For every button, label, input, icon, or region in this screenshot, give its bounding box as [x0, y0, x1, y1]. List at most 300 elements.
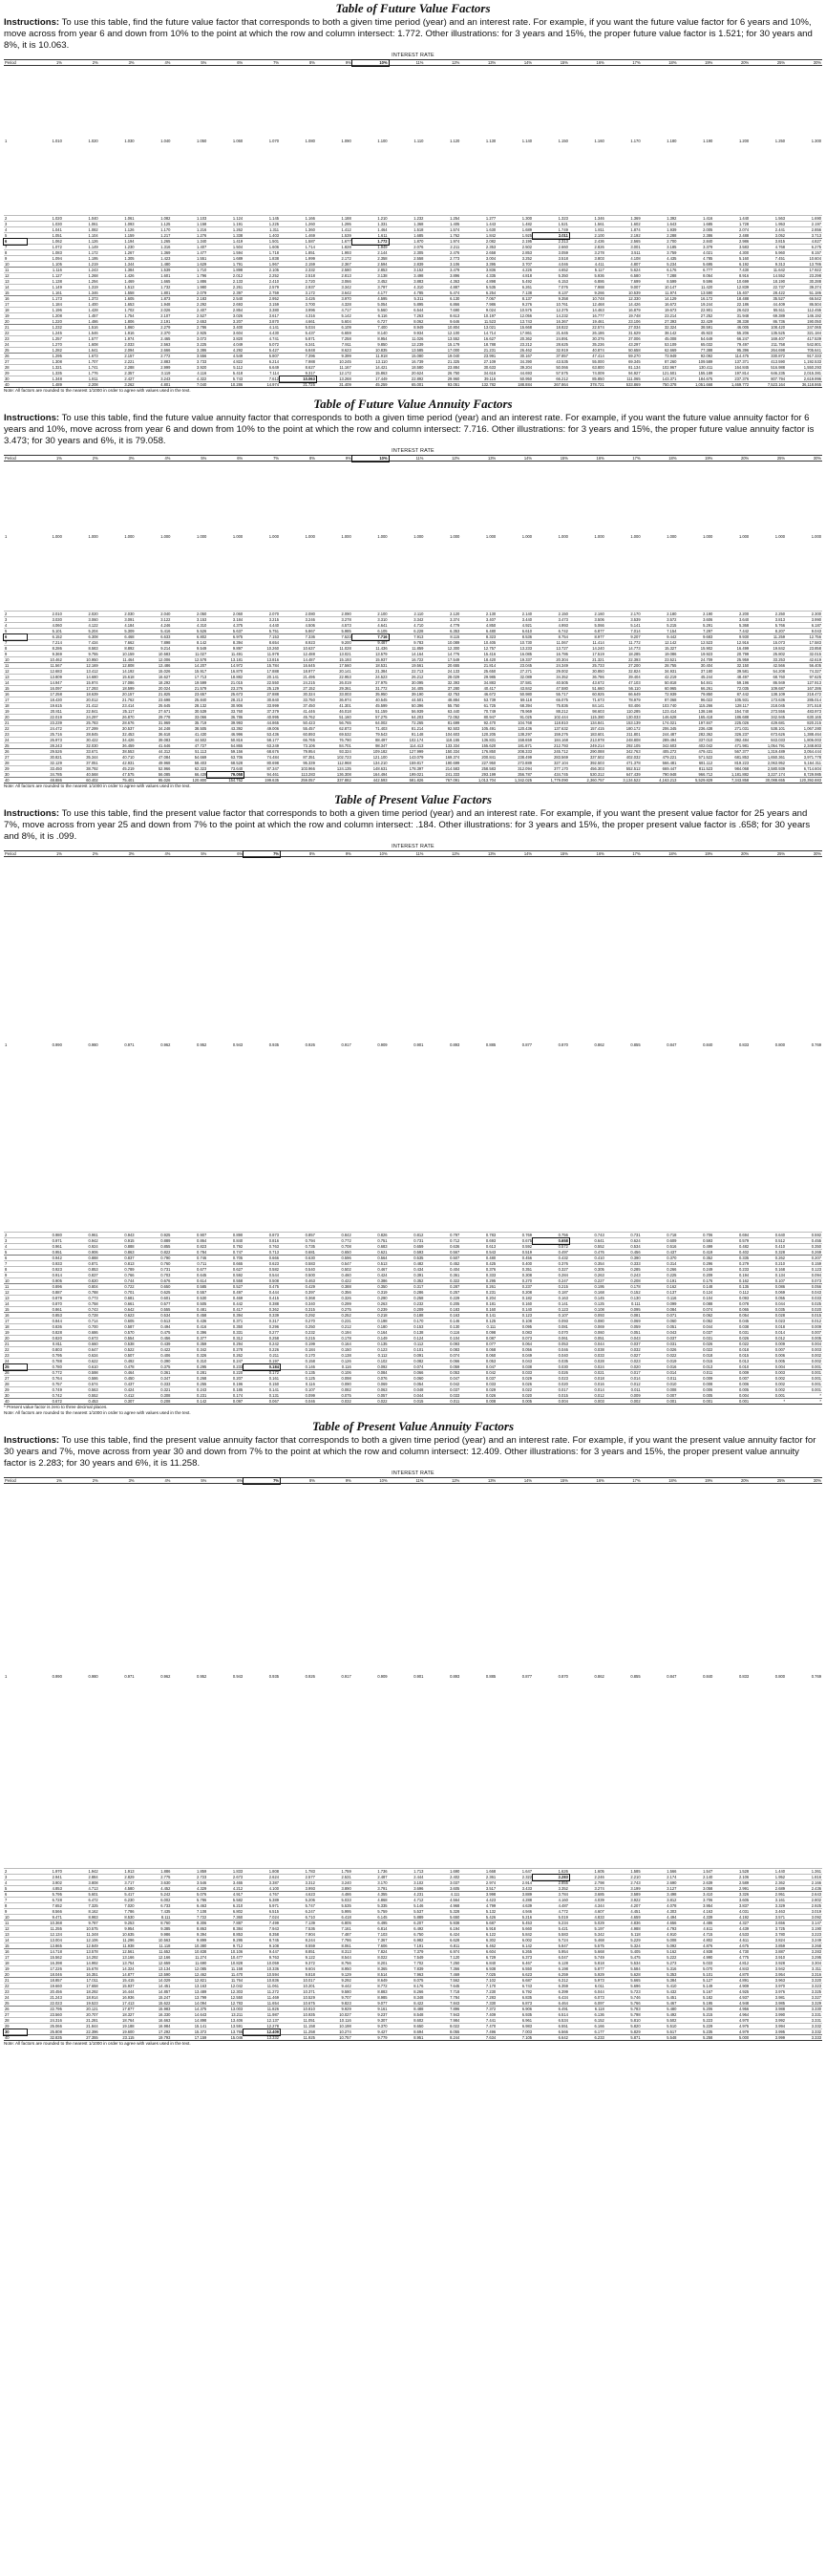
factor-cell: 12.278 — [266, 2024, 280, 2029]
factor-cell: 0.104 — [450, 1336, 460, 1341]
factor-cell: 0.482 — [738, 1244, 750, 1249]
factor-cell: 0.003 — [774, 1370, 786, 1375]
factor-cell: 21.015 — [230, 680, 244, 685]
factor-cell: 2.322 — [521, 1875, 533, 1879]
factor-cell: 9.954 — [124, 1926, 135, 1931]
factor-cell: 0.475 — [268, 1284, 280, 1289]
factor-cell: 33.253 — [773, 657, 786, 662]
factor-cell: 3.812 — [667, 1898, 677, 1902]
factor-cell: 3.606 — [703, 617, 713, 622]
factor-cell: 0.124 — [413, 1336, 424, 1341]
factor-cell: 0.001 — [738, 1399, 750, 1404]
factor-cell: 13.590 — [700, 290, 713, 295]
factor-cell: 18.292 — [158, 680, 171, 685]
factor-cell: 71.673 — [592, 698, 604, 702]
factor-cell: 3.395 — [485, 262, 497, 267]
factor-cell: 3.784 — [558, 1892, 568, 1897]
factor-cell: 60.893 — [303, 732, 315, 737]
factor-cell: 13.004 — [50, 1938, 62, 1943]
factor-cell: 3.685 — [594, 1892, 604, 1897]
rate-header-cell: 5% — [201, 456, 207, 461]
factor-cell: 0.033 — [521, 1370, 533, 1375]
factor-cell: 0.425 — [485, 1261, 497, 1266]
factor-cell: 0.048 — [413, 1387, 424, 1392]
factor-cell: 0.871 — [88, 1261, 98, 1266]
factor-cell: 2.563 — [160, 342, 171, 347]
factor-cell: 8.394 — [232, 640, 244, 645]
factor-cell: 26.186 — [592, 331, 604, 335]
factor-cell: 1,650.361 — [767, 755, 786, 760]
factor-cell: 1.457 — [88, 313, 98, 318]
factor-cell: 4.329 — [197, 1886, 207, 1891]
factor-cell: 2.693 — [232, 302, 244, 307]
factor-cell: 1.335 — [52, 371, 62, 376]
factor-cell: 5.118 — [630, 1932, 641, 1937]
factor-cell: 40.568 — [86, 772, 98, 777]
factor-cell: 40.874 — [592, 348, 604, 353]
factor-cell: 0.007 — [774, 1347, 786, 1352]
factor-cell: 2.772 — [160, 354, 171, 358]
factor-cell: 3.374 — [450, 617, 460, 622]
factor-cell: 0.037 — [630, 1342, 641, 1346]
factor-cell: 0.630 — [305, 1256, 315, 1260]
factor-cell: 13.865 — [50, 1943, 62, 1948]
table-row — [4, 772, 822, 778]
factor-cell: 1.870 — [413, 239, 424, 244]
factor-cell: 1.974 — [450, 239, 460, 244]
pva-title: Table of Present Value Annuity Factors — [311, 1419, 515, 1433]
factor-cell: 1.939 — [667, 227, 677, 232]
factor-cell: 1.050 — [197, 138, 207, 143]
factor-cell: 1.295 — [52, 354, 62, 358]
factor-cell: 10.950 — [86, 657, 98, 662]
factor-cell: 15.668 — [519, 325, 533, 330]
factor-cell: 2.246 — [594, 1875, 604, 1879]
factor-cell: 1.416 — [703, 216, 713, 221]
factor-cell: 258.583 — [481, 766, 497, 771]
factor-cell: 87.347 — [266, 766, 280, 771]
factor-cell: 2.854 — [232, 308, 244, 312]
factor-cell: 3.243 — [160, 376, 171, 381]
factor-cell: 2.653 — [197, 319, 207, 324]
factor-cell: 39.993 — [230, 720, 244, 725]
factor-cell: 0.263 — [377, 1301, 388, 1306]
factor-cell: 13.181 — [230, 657, 244, 662]
factor-cell: 0.980 — [88, 1673, 98, 1679]
factor-cell: 56.765 — [339, 720, 351, 725]
factor-cell: 5.783 — [630, 2007, 641, 2011]
factor-cell: 11.258 — [303, 2029, 315, 2034]
factor-cell: 6.233 — [594, 2035, 604, 2040]
factor-cell: 1.030 — [124, 138, 135, 143]
factor-cell: 3.342 — [341, 285, 351, 290]
factor-cell: 5.223 — [703, 2018, 713, 2023]
fva-title: Table of Future Value Annuity Factors — [313, 397, 513, 411]
factor-cell: 6.373 — [521, 1955, 533, 1960]
factor-cell: 0.141 — [485, 1313, 497, 1318]
factor-cell: 14.094 — [194, 2001, 207, 2006]
factor-cell: 105.491 — [481, 726, 497, 731]
factor-cell: 6.194 — [450, 1926, 460, 1931]
factor-cell: 1.000 — [268, 533, 280, 539]
factor-cell: 6.192 — [738, 262, 750, 267]
rate-header-cell: 13% — [487, 1478, 497, 1483]
factor-cell: 44.501 — [411, 698, 424, 702]
factor-cell: 7.784 — [450, 1995, 460, 2000]
factor-cell: 0.003 — [594, 1399, 604, 1404]
rate-header-cell: 30% — [813, 456, 821, 461]
factor-cell: 13.412 — [86, 669, 98, 674]
factor-cell: 120.205 — [481, 732, 497, 737]
factor-cell: 0.014 — [630, 1376, 641, 1381]
factor-cell: 13.166 — [122, 1955, 135, 1960]
factor-cell: 84.141 — [592, 703, 604, 708]
factor-cell: 0.703 — [160, 1273, 171, 1277]
factor-cell: 1.000 — [558, 533, 568, 539]
rate-header-cell: 11% — [415, 1478, 424, 1483]
factor-cell: 3.026 — [232, 313, 244, 318]
factor-cell: 1.629 — [197, 262, 207, 267]
factor-cell: 3.988 — [774, 2007, 786, 2011]
factor-cell: 0.885 — [485, 1673, 497, 1679]
factor-cell: 0.350 — [377, 1284, 388, 1289]
factor-cell: 3.342 — [413, 617, 424, 622]
factor-cell: 3.440 — [521, 617, 533, 622]
factor-cell: 0.601 — [160, 1296, 171, 1300]
factor-cell: 2.937 — [305, 285, 315, 290]
factor-cell: 3.106 — [450, 262, 460, 267]
factor-cell: 49.968 — [158, 761, 171, 765]
factor-cell: 0.990 — [52, 1041, 62, 1047]
factor-cell: 1.859 — [197, 1869, 207, 1874]
factor-cell: 121.100 — [372, 755, 388, 760]
rate-header-cell: 14% — [523, 456, 533, 461]
factor-cell: 1.104 — [88, 233, 98, 238]
factor-cell: 84.701 — [339, 743, 351, 748]
factor-cell: 2.080 — [305, 612, 315, 616]
factor-cell: 0.837 — [124, 1256, 135, 1260]
factor-cell: 0.390 — [160, 1359, 171, 1363]
factor-cell: 0.661 — [124, 1301, 135, 1306]
factor-cell: 3.970 — [774, 1984, 786, 1988]
pva-note: Note: All factors are rounded to the nearest 1/1000 in order to agree with values used in the text. — [4, 2041, 191, 2046]
factor-cell: 6.886 — [594, 279, 604, 284]
factor-cell: 11.987 — [266, 2012, 280, 2017]
factor-cell: 9.783 — [413, 640, 424, 645]
factor-cell: 132.782 — [481, 382, 497, 387]
factor-cell: 0.185 — [232, 1387, 244, 1392]
factor-cell: 0.001 — [811, 1376, 821, 1381]
factor-cell: 0.015 — [738, 1353, 750, 1358]
factor-cell: 11.067 — [556, 640, 568, 645]
factor-cell: 51.113 — [195, 749, 207, 754]
factor-cell: 0.074 — [413, 1364, 424, 1369]
rate-header-cell: 4% — [164, 1478, 171, 1483]
factor-cell: 25.840 — [194, 698, 207, 702]
factor-cell: 0.499 — [703, 1244, 713, 1249]
factor-cell: 0.935 — [268, 1041, 280, 1047]
factor-cell: 9.897 — [232, 646, 244, 651]
factor-cell: 0.505 — [197, 1301, 207, 1306]
factor-cell: 5.235 — [703, 2029, 713, 2034]
factor-cell: 1.170 — [630, 138, 641, 143]
factor-cell: 0.665 — [232, 1261, 244, 1266]
factor-cell: 15.974 — [86, 680, 98, 685]
factor-cell: 20.456 — [50, 1989, 62, 1994]
factor-cell: 811.523 — [698, 766, 713, 771]
factor-cell: 5.786 — [197, 1898, 207, 1902]
factor-cell: 0.410 — [774, 1244, 786, 1249]
factor-cell: 0.035 — [774, 1307, 786, 1312]
factor-cell: 2.370 — [160, 331, 171, 335]
factor-cell: * — [819, 1399, 821, 1404]
factor-cell: 0.054 — [738, 1313, 750, 1318]
factor-cell: 337.882 — [336, 778, 351, 783]
factor-cell: 3.920 — [197, 365, 207, 370]
factor-cell: 47.084 — [158, 755, 171, 760]
factor-cell: 0.901 — [413, 1041, 424, 1047]
factor-cell: 0.001 — [811, 1382, 821, 1386]
factor-cell: 0.292 — [305, 1313, 315, 1318]
factor-cell: 5.575 — [594, 1943, 604, 1948]
factor-cell: 15.193 — [339, 657, 351, 662]
factor-cell: 39.581 — [736, 669, 750, 674]
factor-cell: 5.467 — [667, 2001, 677, 2006]
factor-cell: 16.984 — [158, 2024, 171, 2029]
factor-cell: 45.259 — [375, 382, 388, 387]
factor-cell: 6.187 — [811, 623, 821, 628]
factor-cell: 12.683 — [50, 669, 62, 674]
period-cell: 16 — [5, 692, 10, 697]
factor-cell: 14.240 — [592, 646, 604, 651]
factor-cell: 1.851 — [305, 250, 315, 255]
factor-cell: 1.159 — [124, 233, 135, 238]
rate-header-cell: 4% — [164, 60, 171, 65]
factor-cell: 55.457 — [303, 726, 315, 731]
factor-cell: 1.949 — [377, 245, 388, 249]
factor-cell: 79.543 — [375, 732, 388, 737]
factor-cell: 40.417 — [483, 686, 497, 691]
factor-cell: 9.442 — [341, 1984, 351, 1988]
factor-cell: 79.850 — [700, 692, 713, 697]
factor-cell: 0.022 — [667, 1353, 677, 1358]
factor-cell: 0.322 — [450, 1278, 460, 1283]
factor-cell: 2.140 — [521, 612, 533, 616]
factor-cell: 0.009 — [703, 1376, 713, 1381]
factor-cell: 4.212 — [232, 1886, 244, 1891]
factor-cell: 38.505 — [194, 726, 207, 731]
factor-cell: 566.481 — [662, 761, 677, 765]
factor-cell: 30,088.655 — [765, 778, 786, 783]
factor-cell: 3.518 — [558, 256, 568, 261]
factor-cell: 5.746 — [630, 1995, 641, 2000]
factor-cell: 4.891 — [738, 1978, 750, 1983]
factor-cell: 16.672 — [664, 302, 677, 307]
factor-cell: 0.053 — [485, 1359, 497, 1363]
factor-cell: 1.166 — [305, 216, 315, 221]
factor-cell: 10.017 — [303, 1978, 315, 1983]
factor-cell: 4.231 — [413, 1892, 424, 1897]
factor-cell: 9.200 — [341, 640, 351, 645]
factor-cell: 120.436 — [518, 726, 533, 731]
factor-cell: 0.020 — [521, 1393, 533, 1398]
factor-cell: 29.778 — [158, 715, 171, 719]
factor-cell: 6.312 — [558, 1978, 568, 1983]
factor-cell: 11.051 — [303, 2018, 315, 2023]
factor-cell: 1.311 — [269, 227, 280, 232]
factor-cell: 92.092 — [700, 354, 713, 358]
factor-cell: 11.028 — [339, 646, 351, 651]
factor-cell: 630.165 — [807, 715, 821, 719]
factor-cell: 0.018 — [774, 1324, 786, 1329]
factor-cell: 1,051.668 — [695, 382, 713, 387]
factor-cell: 53.739 — [483, 698, 497, 702]
factor-cell: 0.610 — [88, 1364, 98, 1369]
factor-cell: 750.378 — [662, 382, 677, 387]
factor-cell: 646.235 — [771, 371, 786, 376]
factor-cell: 2.427 — [124, 376, 135, 381]
factor-cell: 1.300 — [521, 216, 533, 221]
factor-cell: 4.328 — [341, 302, 351, 307]
period-cell: 27 — [5, 1376, 10, 1381]
factor-cell: 0.007 — [667, 1393, 677, 1398]
factor-cell: 0.864 — [197, 1238, 207, 1243]
factor-cell: 26.019 — [339, 680, 351, 685]
factor-cell: 1.000 — [377, 533, 388, 539]
factor-cell: 72.939 — [664, 692, 677, 697]
factor-cell: 0.056 — [521, 1347, 533, 1352]
factor-cell: 18.046 — [50, 1972, 62, 1977]
factor-cell: 56.110 — [628, 686, 641, 691]
factor-cell: 0.071 — [667, 1313, 677, 1318]
factor-cell: 13.268 — [339, 376, 351, 381]
factor-cell: 78.969 — [519, 709, 533, 714]
factor-cell: 0.577 — [160, 1301, 171, 1306]
factor-cell: 7.716 — [352, 634, 389, 640]
factor-cell: 75.836 — [556, 703, 568, 708]
factor-cell: 0.131 — [268, 1393, 280, 1398]
factor-cell: 11.061 — [266, 1984, 280, 1988]
factor-cell: 2.079 — [197, 290, 207, 295]
factor-cell: 2.839 — [413, 262, 424, 267]
factor-cell: 3.329 — [774, 1903, 786, 1908]
factor-cell: 0.258 — [268, 1336, 280, 1341]
factor-cell: 27.271 — [519, 669, 533, 674]
factor-cell: 0.906 — [88, 1250, 98, 1255]
rate-header-cell: 15% — [560, 1478, 568, 1483]
factor-cell: 34.248 — [158, 726, 171, 731]
factor-cell: 0.184 — [244, 1364, 280, 1370]
period-cell: 2 — [5, 612, 8, 616]
factor-cell: 516.988 — [771, 365, 786, 370]
factor-cell: 36.786 — [592, 675, 604, 679]
factor-cell: 0.032 — [630, 1347, 641, 1352]
factor-cell: 1.103 — [197, 216, 207, 221]
factor-cell: 44.409 — [773, 302, 786, 307]
rate-header-cell: 3% — [128, 1478, 135, 1483]
factor-cell: 14.029 — [158, 1978, 171, 1983]
factor-cell: 1.551 — [197, 256, 207, 261]
factor-cell: 0.116 — [667, 1296, 677, 1300]
factor-cell: 25.783 — [86, 720, 98, 725]
period-cell: 10 — [5, 1278, 10, 1283]
factor-cell: 1.369 — [630, 216, 641, 221]
factor-cell: 24.709 — [700, 657, 713, 662]
factor-cell: 155.620 — [481, 743, 497, 748]
factor-cell: 6.308 — [88, 634, 98, 639]
factor-cell: 0.031 — [738, 1330, 750, 1335]
factor-cell: 14.207 — [194, 663, 207, 668]
factor-cell: 2.540 — [232, 296, 244, 301]
factor-cell: 15.622 — [158, 2001, 171, 2006]
factor-cell: 259.057 — [301, 778, 315, 783]
factor-cell: 42.931 — [122, 761, 135, 765]
factor-cell: 0.199 — [305, 1342, 315, 1346]
factor-cell: 0.011 — [450, 1399, 460, 1404]
factor-cell: 5.766 — [630, 2001, 641, 2006]
factor-cell: 16.367 — [556, 319, 568, 324]
factor-cell: 5.871 — [305, 336, 315, 341]
factor-cell: 15.073 — [773, 640, 786, 645]
factor-cell: 14.972 — [230, 663, 244, 668]
factor-cell: 211.758 — [771, 342, 786, 347]
rate-header-cell: 12% — [452, 1478, 460, 1483]
factor-cell: 5,529.829 — [695, 778, 713, 783]
factor-cell: 24.316 — [50, 2018, 62, 2023]
factor-cell: 134.841 — [589, 720, 604, 725]
pva-instructions-label: Instructions: — [4, 1435, 60, 1446]
factor-cell: 1.585 — [630, 1869, 641, 1874]
factor-cell: 74.327 — [809, 669, 821, 674]
factor-cell: 3.985 — [774, 2001, 786, 2006]
factor-cell: 124.135 — [336, 766, 351, 771]
factor-cell: 1.970 — [52, 1869, 62, 1874]
factor-cell: 0.083 — [521, 1330, 533, 1335]
factor-cell: 34.931 — [664, 669, 677, 674]
factor-cell: 4.486 — [703, 1921, 713, 1925]
factor-cell: 0.009 — [811, 1324, 821, 1329]
factor-cell: 0.444 — [268, 1290, 280, 1295]
factor-cell: 0.227 — [594, 1278, 604, 1283]
factor-cell: 3.463 — [774, 1909, 786, 1914]
factor-cell: 0.111 — [630, 1301, 641, 1306]
factor-cell: 0.037 — [703, 1330, 713, 1335]
factor-cell: 3.995 — [774, 2029, 786, 2034]
factor-cell: 3.859 — [774, 1943, 786, 1948]
factor-cell: 13.486 — [158, 663, 171, 668]
factor-cell: 1.265 — [160, 239, 171, 244]
period-cell: 19 — [5, 313, 10, 318]
factor-cell: 0.218 — [377, 1313, 388, 1318]
factor-cell: 10.575 — [519, 308, 533, 312]
factor-cell: 0.047 — [450, 1376, 460, 1381]
factor-cell: 3.310 — [377, 617, 388, 622]
factor-cell: 3.246 — [305, 617, 315, 622]
factor-cell: 0.174 — [232, 1393, 244, 1398]
period-cell: 3 — [5, 222, 8, 226]
period-cell: 6 — [5, 1892, 8, 1897]
factor-cell: 9.394 — [197, 1932, 207, 1937]
factor-cell: 45.599 — [375, 703, 388, 708]
factor-cell: 0.237 — [521, 1284, 533, 1289]
factor-cell: 6.073 — [594, 1995, 604, 2000]
factor-cell: 66.261 — [700, 686, 713, 691]
rate-header-cell: 3% — [128, 456, 135, 461]
factor-cell: 3,134.522 — [623, 778, 641, 783]
factor-cell: 178.397 — [409, 766, 424, 771]
factor-cell: 1.150 — [558, 138, 568, 143]
factor-cell: 0.001 — [667, 1399, 677, 1404]
